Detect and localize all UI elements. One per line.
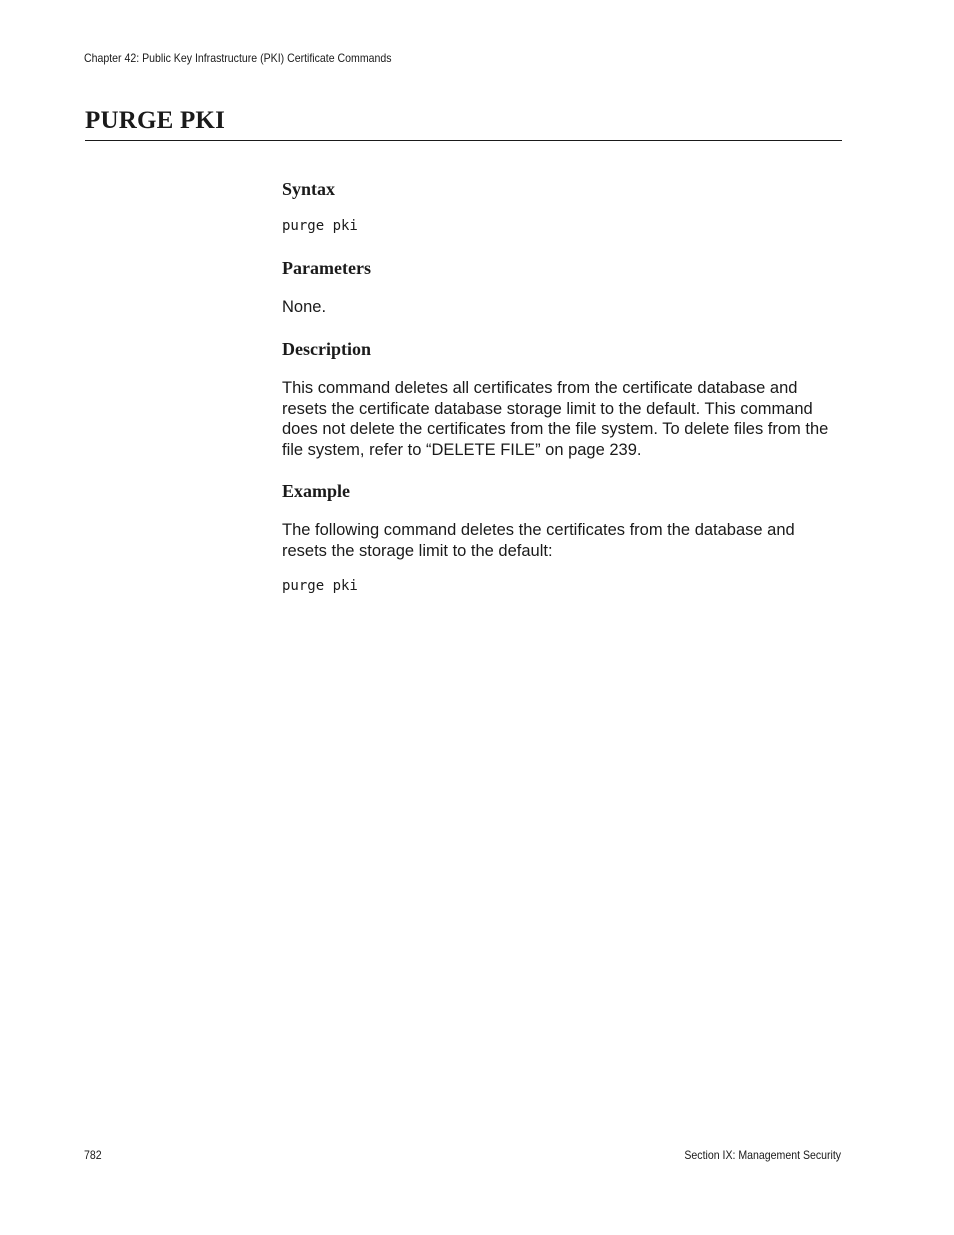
page-title: PURGE PKI (85, 107, 225, 134)
footer-section-title: Section IX: Management Security (684, 1148, 841, 1162)
syntax-code: purge pki (282, 218, 358, 234)
example-heading: Example (282, 481, 351, 501)
title-rule (85, 140, 842, 141)
example-code: purge pki (282, 578, 358, 594)
parameters-heading: Parameters (282, 258, 371, 278)
parameters-text: None. (282, 298, 327, 316)
description-heading: Description (282, 339, 371, 359)
description-text: This command deletes all certificates from the certificate database and resets the certificate database storage limit to the default. This command does not delete the certificates from the file system. To delete files from the file system, refer to “DELETE FILE” on page 239. (282, 379, 829, 459)
running-header: Chapter 42: Public Key Infrastructure (PKI) Certificate Commands (84, 51, 392, 65)
syntax-heading: Syntax (282, 179, 336, 199)
page-number: 782 (84, 1148, 102, 1162)
example-text: The following command deletes the certificates from the database and resets the storage limit to the default: (282, 521, 795, 560)
